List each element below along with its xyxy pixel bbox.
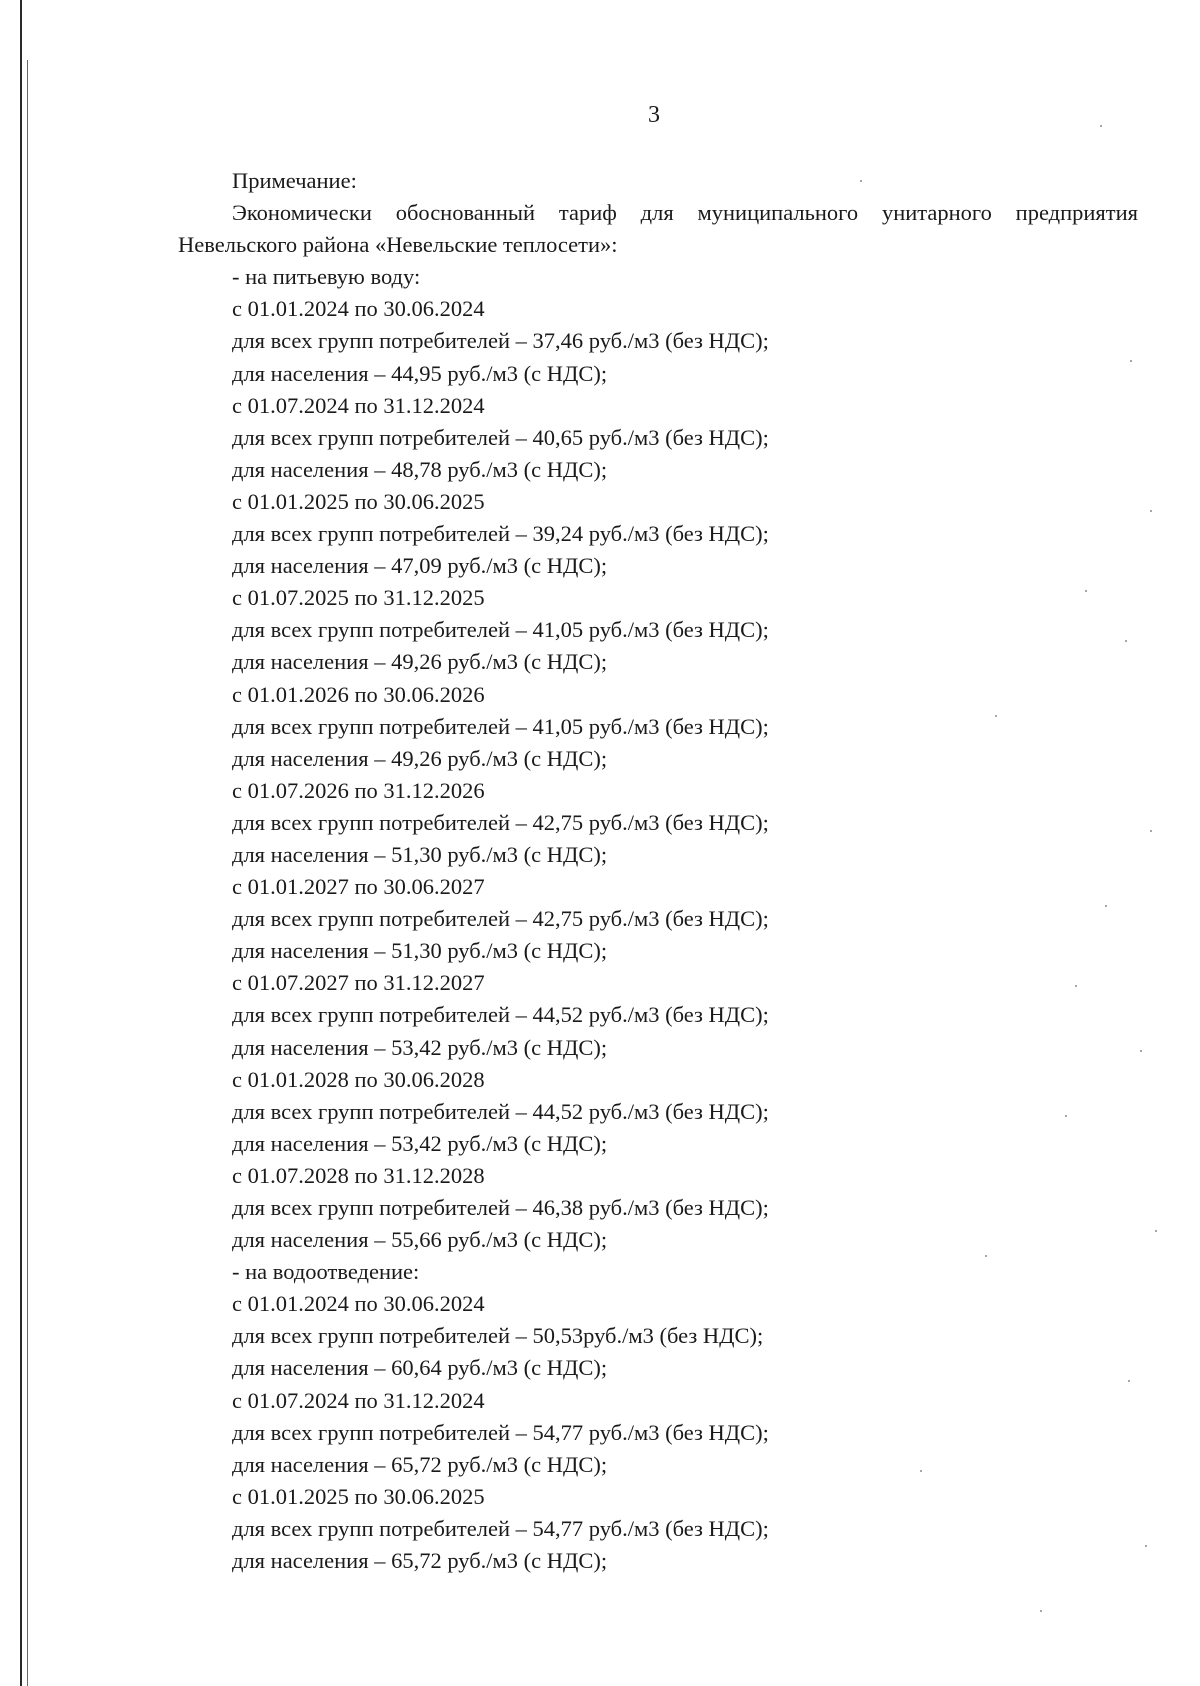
tariff-line: с 01.07.2025 по 31.12.2025 xyxy=(232,585,485,611)
tariff-line: для всех групп потребителей – 54,77 руб./м3 (без НДС); xyxy=(232,1515,769,1541)
tariff-line: для населения – 49,26 руб./м3 (с НДС); xyxy=(232,745,608,771)
scan-speck xyxy=(1065,1115,1067,1117)
tariff-line: для населения – 51,30 руб./м3 (с НДС); xyxy=(232,841,608,867)
note-heading: Примечание: xyxy=(232,168,357,193)
tariff-line: для населения – 65,72 руб./м3 (с НДС); xyxy=(232,1451,608,1477)
scan-speck xyxy=(1150,510,1152,512)
tariff-line: - на водоотведение: xyxy=(232,1259,420,1285)
intro-paragraph-line-2: Невельского района «Невельские теплосети»: xyxy=(178,232,618,258)
tariff-line: для всех групп потребителей – 41,05 руб./м3 (без НДС); xyxy=(232,617,769,643)
tariff-line: - на питьевую воду: xyxy=(232,264,421,290)
scan-speck xyxy=(985,1255,987,1257)
scan-speck xyxy=(1105,905,1107,907)
tariff-line: для всех групп потребителей – 41,05 руб./м3 (без НДС); xyxy=(232,713,769,739)
tariff-line: для населения – 48,78 руб./м3 (с НДС); xyxy=(232,456,608,482)
tariff-line: для всех групп потребителей – 46,38 руб./м3 (без НДС); xyxy=(232,1195,769,1220)
tariff-line: для населения – 60,64 руб./м3 (с НДС); xyxy=(232,1355,608,1381)
scan-speck xyxy=(1075,985,1077,987)
tariff-line: с 01.07.2024 по 31.12.2024 xyxy=(232,1387,485,1413)
tariff-line: с 01.01.2028 по 30.06.2028 xyxy=(232,1066,485,1092)
scan-speck xyxy=(1155,1230,1157,1232)
tariff-line: для населения – 53,42 руб./м3 (с НДС); xyxy=(232,1130,608,1156)
scan-binding-edge-inner xyxy=(27,60,28,1686)
scan-speck xyxy=(1128,1380,1130,1382)
tariff-line: для населения – 49,26 руб./м3 (с НДС); xyxy=(232,649,608,675)
tariff-line: для всех групп потребителей – 37,46 руб./м3 (без НДС); xyxy=(232,328,769,354)
scan-speck xyxy=(1125,640,1127,642)
scan-speck xyxy=(1140,1050,1142,1052)
tariff-line: для всех групп потребителей – 42,75 руб./м3 (без НДС); xyxy=(232,809,769,835)
tariff-line: с 01.07.2028 по 31.12.2028 xyxy=(232,1162,485,1188)
scan-speck xyxy=(1040,1610,1042,1612)
tariff-line: для всех групп потребителей – 40,65 руб./м3 (без НДС); xyxy=(232,424,769,450)
tariff-line: для всех групп потребителей – 50,53руб./м3 (без НДС); xyxy=(232,1323,764,1349)
scan-speck xyxy=(860,180,862,182)
scan-binding-edge xyxy=(20,0,22,1686)
tariff-line: для населения – 47,09 руб./м3 (с НДС); xyxy=(232,553,608,579)
tariff-line: для всех групп потребителей – 42,75 руб./м3 (без НДС); xyxy=(232,906,769,932)
scan-speck xyxy=(1145,1545,1147,1547)
tariff-line: для населения – 51,30 руб./м3 (с НДС); xyxy=(232,938,608,964)
scan-speck xyxy=(1085,590,1087,592)
intro-paragraph-line-1: Экономически обоснованный тариф для муниципального унитарного предприятия xyxy=(232,200,1138,226)
tariff-line: с 01.01.2024 по 30.06.2024 xyxy=(232,296,485,322)
tariff-line: с 01.01.2026 по 30.06.2026 xyxy=(232,681,485,707)
tariff-line: с 01.07.2024 по 31.12.2024 xyxy=(232,392,485,418)
tariff-line: для населения – 53,42 руб./м3 (с НДС); xyxy=(232,1034,608,1060)
tariff-line: с 01.01.2024 по 30.06.2024 xyxy=(232,1291,485,1317)
tariff-line: для всех групп потребителей – 39,24 руб./м3 (без НДС); xyxy=(232,521,769,547)
scan-speck xyxy=(920,1470,922,1472)
tariff-line: для всех групп потребителей – 54,77 руб./м3 (без НДС); xyxy=(232,1419,769,1445)
tariff-line: с 01.01.2025 по 30.06.2025 xyxy=(232,488,485,514)
scan-speck xyxy=(995,715,997,717)
scan-speck xyxy=(1130,360,1132,362)
tariff-line: с 01.01.2025 по 30.06.2025 xyxy=(232,1483,485,1509)
document-body xyxy=(178,165,1138,1577)
tariff-line: для населения – 44,95 руб./м3 (с НДС); xyxy=(232,360,608,386)
tariff-line: с 01.07.2026 по 31.12.2026 xyxy=(232,777,485,803)
tariff-line: для населения – 55,66 руб./м3 (с НДС); xyxy=(232,1227,608,1253)
tariff-line: для населения – 65,72 руб./м3 (с НДС); xyxy=(232,1548,608,1574)
scan-speck xyxy=(1100,125,1102,127)
tariff-line: для всех групп потребителей – 44,52 руб./м3 (без НДС); xyxy=(232,1098,769,1124)
tariff-line: для всех групп потребителей – 44,52 руб./м3 (без НДС); xyxy=(232,1002,769,1028)
scan-speck xyxy=(1150,830,1152,832)
page-number: 3 xyxy=(648,102,660,128)
tariff-line: с 01.01.2027 по 30.06.2027 xyxy=(232,874,485,900)
tariff-line: с 01.07.2027 по 31.12.2027 xyxy=(232,970,485,996)
tariff-list xyxy=(178,261,1138,1577)
